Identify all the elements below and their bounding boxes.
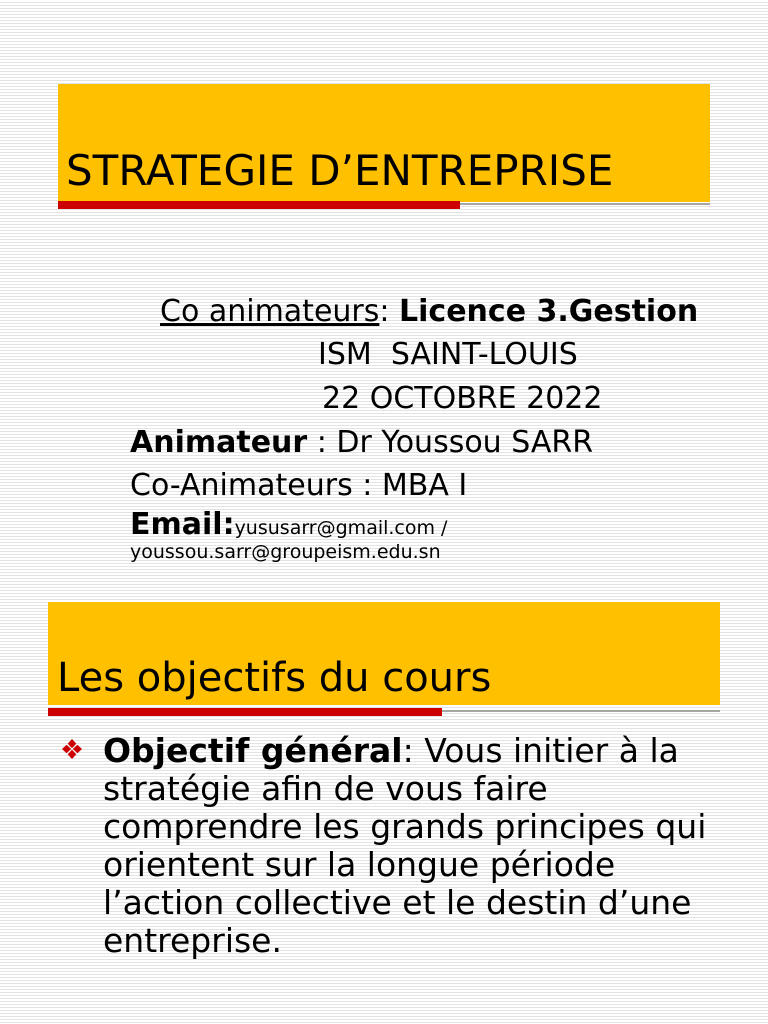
objective-line-3: comprendre les grands principes qui	[103, 807, 707, 846]
slide-2-accent-bar	[48, 708, 442, 716]
email-primary: yususarr@gmail.com /	[234, 517, 448, 539]
date-line: 22 OCTOBRE 2022	[322, 381, 603, 416]
co-animateurs-mba-line: Co-Animateurs : MBA I	[130, 468, 468, 503]
objective-line-5: l’action collective et le destin d’une	[103, 883, 692, 922]
email-secondary: youssou.sarr@groupeism.edu.sn	[130, 541, 441, 563]
slide-1-divider	[460, 203, 710, 205]
animateur-label: Animateur	[130, 425, 308, 460]
co-animateurs-line	[160, 294, 699, 329]
objective-label: Objectif général	[103, 731, 403, 770]
school-line: ISM SAINT-LOUIS	[318, 337, 578, 372]
slide-1-title: STRATEGIE D’ENTREPRISE	[66, 146, 614, 195]
co-animateurs-value: Licence 3.Gestion	[399, 294, 699, 329]
email-line	[130, 507, 448, 542]
slide-2-divider	[442, 710, 720, 712]
animateur-value: : Dr Youssou SARR	[307, 425, 594, 460]
slide-1-accent-bar	[58, 201, 460, 209]
objective-text-1: : Vous initier à la	[402, 731, 679, 770]
objective-line-6: entreprise.	[103, 921, 282, 960]
email-label: Email:	[130, 507, 235, 542]
animateur-line	[130, 425, 594, 460]
diamond-bullet-icon	[62, 739, 82, 759]
slide-2-title: Les objectifs du cours	[57, 655, 492, 701]
objective-line-1	[103, 732, 679, 770]
objective-line-2: stratégie afin de vous faire	[103, 769, 548, 808]
objective-line-4: orientent sur la longue période	[103, 845, 616, 884]
co-animateurs-label: Co animateurs	[160, 294, 380, 329]
co-animateurs-separator: :	[379, 294, 400, 329]
